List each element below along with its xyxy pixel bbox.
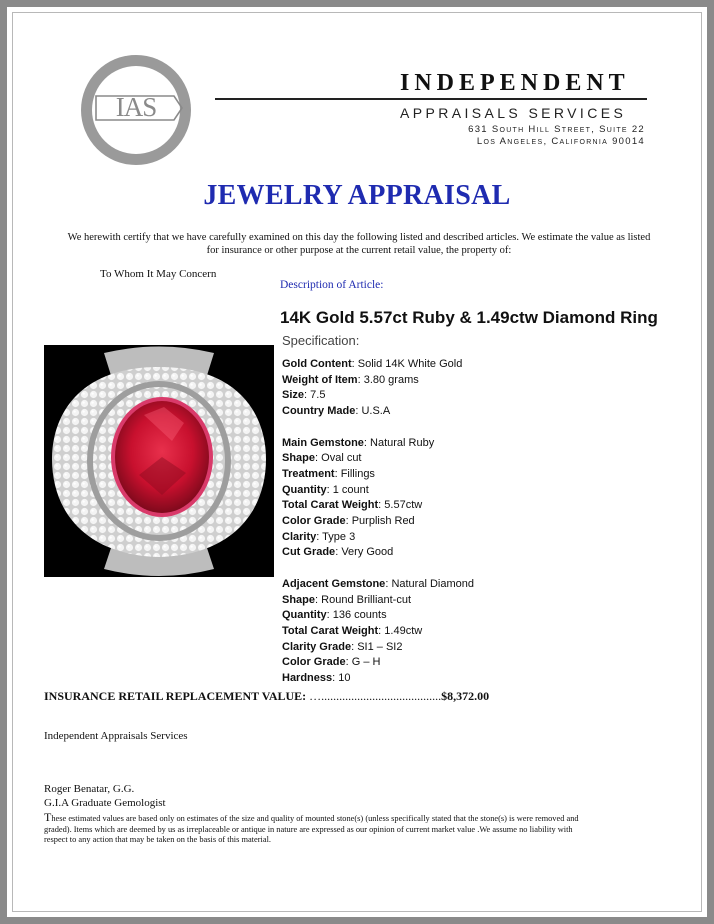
spec-row: Gold Content: Solid 14K White Gold	[282, 358, 463, 370]
spec-row: Weight of Item: 3.80 grams	[282, 373, 419, 386]
spec-group-metal	[282, 357, 682, 420]
appraiser-block	[44, 782, 166, 810]
insurance-value-amount: $8,372.00	[441, 689, 490, 703]
address-line-2: Los Angeles, California 90014	[476, 136, 645, 147]
insurance-value-line	[44, 689, 489, 704]
disclaimer-drop-letter: T	[44, 810, 52, 824]
spec-row: Cut Grade: Very Good	[282, 546, 394, 559]
spec-row: Shape: Round Brilliant-cut	[282, 593, 412, 606]
spec-row: Main Gemstone: Natural Ruby	[282, 436, 435, 449]
spec-row: Total Carat Weight: 1.49ctw	[282, 624, 423, 637]
company-name: INDEPENDENT	[400, 70, 630, 96]
spec-row: Country Made: U.S.A	[282, 405, 391, 418]
spec-group-adjacent-gemstone	[282, 577, 682, 687]
spec-row: Clarity: Type 3	[282, 530, 356, 543]
spec-row: Total Carat Weight: 5.57ctw	[282, 499, 423, 512]
address-line-1: 631 South Hill Street, Suite 22	[468, 124, 645, 135]
spec-group-main-gemstone	[282, 436, 682, 562]
spec-row: Color Grade: Purplish Red	[282, 515, 415, 528]
spec-row: Clarity Grade: SI1 – SI2	[282, 640, 403, 653]
spec-row: Quantity: 136 counts	[282, 609, 387, 622]
leader-dots: …........................................	[309, 689, 442, 703]
disclaimer	[44, 812, 584, 846]
recipient: To Whom It May Concern	[100, 268, 217, 280]
item-title: 14K Gold 5.57ct Ruby & 1.49ctw Diamond Ring	[280, 308, 658, 327]
disclaimer-text: hese estimated values are based only on estimates of the size and quality of mounted stone(s) (unless specifically stated that the stone(s) is were removed and graded). Items which are deemed by us as irreplaceable or antique in nature are expressed as our opinion of current market value .We assume no liability with respect to any action that may be taken on the basis of this material.	[44, 814, 579, 845]
logo-ring-text: Appraisal	[111, 132, 161, 150]
document-title: JEWELRY APPRAISAL	[203, 180, 511, 211]
spec-row: Adjacent Gemstone: Natural Diamond	[282, 577, 474, 590]
spec-row: Size: 7.5	[282, 389, 326, 402]
specifications	[282, 357, 682, 687]
intro-text: We herewith certify that we have carefully examined on this day the following listed and described articles. We estimate the value as listed for insurance or other purpose at the current retail value, the property of:	[67, 232, 651, 256]
specification-label: Specification:	[282, 333, 360, 348]
spec-row: Shape: Oval cut	[282, 452, 362, 465]
appraiser-title: G.I.A Graduate Gemologist	[44, 797, 166, 809]
spec-row: Hardness: 10	[282, 672, 351, 685]
description-label: Description of Article:	[280, 279, 384, 291]
ias-logo	[78, 52, 194, 168]
spec-row: Color Grade: G – H	[282, 656, 381, 669]
logo-monogram: IAS	[115, 92, 157, 122]
spec-row: Quantity: 1 count	[282, 483, 369, 496]
spec-row: Treatment: Fillings	[282, 467, 375, 480]
appraiser-name: Roger Benatar, G.G.	[44, 783, 135, 795]
company-subtitle: APPRAISALS SERVICES	[400, 105, 627, 121]
ring-photo	[44, 345, 274, 577]
insurance-value-label: INSURANCE RETAIL REPLACEMENT VALUE:	[44, 689, 307, 703]
letterhead-rule	[215, 98, 647, 100]
signoff-company: Independent Appraisals Services	[44, 730, 188, 742]
